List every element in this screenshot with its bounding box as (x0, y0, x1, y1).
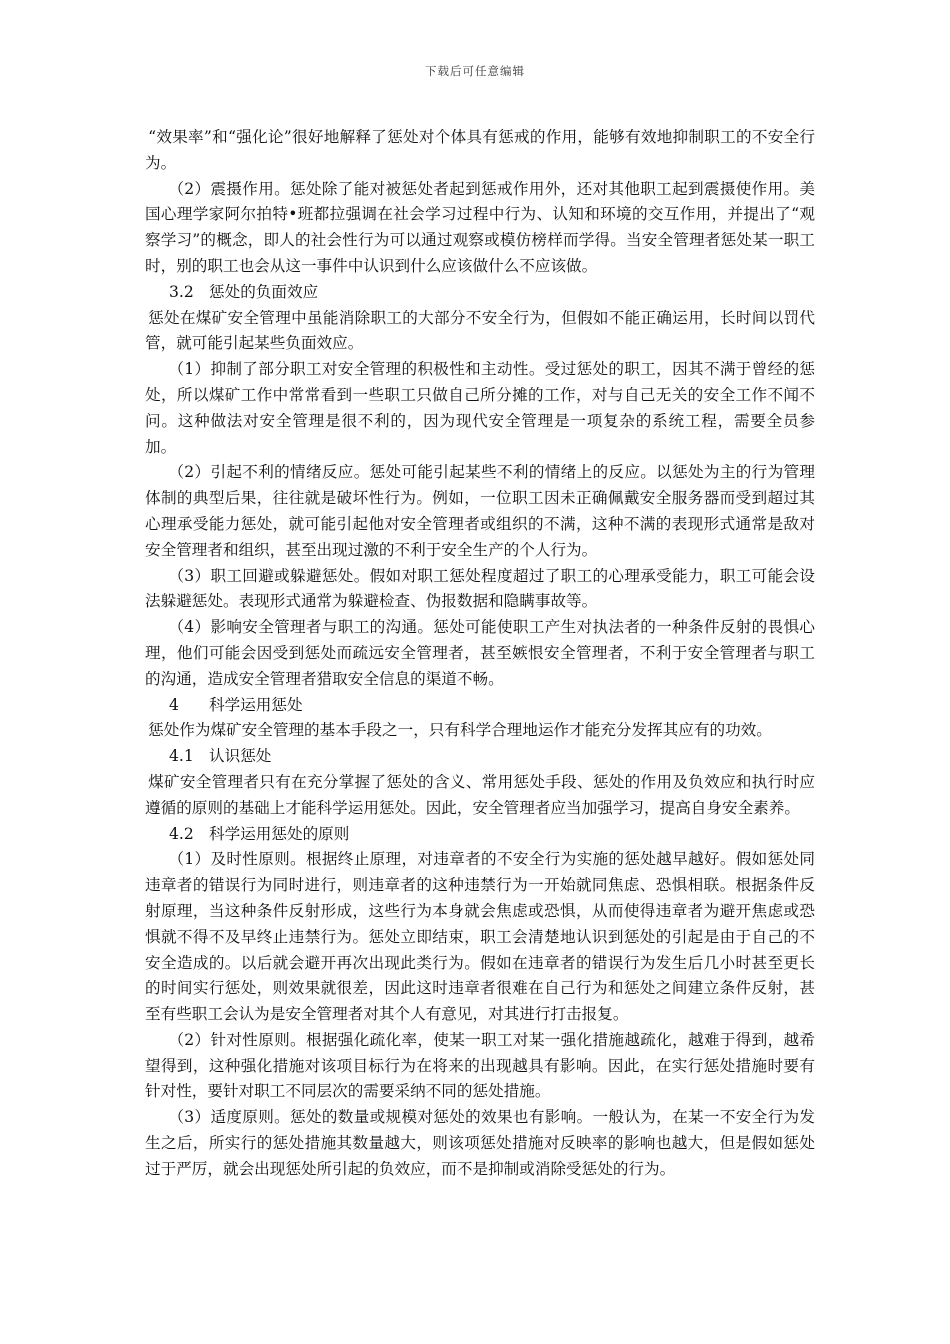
paragraph-negative-effects: 惩处在煤矿安全管理中虽能消除职工的大部分不安全行为，但假如不能正确运用，长时间以罚代管，就可能引起某些负面效应。 (145, 308, 815, 353)
paragraph-effect-3: （3）职工回避或躲避惩处。假如对职工惩处程度超过了职工的心理承受能力，职工可能会设法躲避惩处。表现形式通常为躲避检查、伪报数据和隐瞒事故等。 (145, 566, 815, 611)
section-number: 3.2 (169, 282, 194, 301)
section-number: 4.1 (169, 747, 194, 766)
paragraph-effect-2: （2）引起不利的情绪反应。惩处可能引起某些不利的情绪上的反应。以惩处为主的行为管理体制的典型后果，往往就是破坏性行为。例如，一位职工因未正确佩戴安全服务器而受到超过其心理承受能力惩处，就可能引起他对安全管理者或组织的不满，这种不满的表现形式通常是敌对安全管理者和组织，甚至出现过激的不利于安全生产的个人行为。 (145, 463, 815, 559)
paragraph-principle-3: （3）适度原则。惩处的数量或规模对惩处的效果也有影响。一般认为，在某一不安全行为发生之后，所实行的惩处措施其数量越大，则该项惩处措施对反映率的影响也越大，但是假如惩处过于严厉，就会出现惩处所引起的负效应，而不是抑制或消除受惩处的行为。 (145, 1108, 815, 1178)
section-heading-3-2 (145, 280, 815, 306)
paragraph-understanding: 煤矿安全管理者只有在充分掌握了惩处的含义、常用惩处手段、惩处的作用及负效应和执行时应遵循的原则的基础上才能科学运用惩处。因此，安全管理者应当加强学习，提高自身安全素养。 (145, 772, 815, 817)
paragraph-effect-1: （1）抑制了部分职工对安全管理的积极性和主动性。受过惩处的职工，因其不满于曾经的惩处，所以煤矿工作中常常看到一些职工只做自己所分摊的工作，对与自己无关的安全工作不闻不问。这种做法对安全管理是很不利的，因为现代安全管理是一项复杂的系统工程，需要全员参加。 (145, 360, 815, 456)
paragraph-intro: “效果率”和“强化论”很好地解释了惩处对个体具有惩戒的作用，能够有效地抑制职工的不安全行为。 (145, 128, 815, 172)
section-title: 认识惩处 (209, 747, 272, 766)
section-heading-4 (145, 693, 815, 719)
section-title: 科学运用惩处的原则 (209, 824, 350, 843)
section-title: 科学运用惩处 (209, 695, 303, 714)
paragraph-deterrence: （2）震摄作用。惩处除了能对被惩处者起到惩戒作用外，还对其他职工起到震摄使作用。美国心理学家阿尔拍特•班都拉强调在社会学习过程中行为、认知和环境的交互作用，并提出了“观察学习”的概念，即人的社会性行为可以通过观察或模仿榜样而学得。当安全管理者惩处某一职工时，别的职工也会从这一事件中认识到什么应该做什么不应该做。 (145, 179, 815, 275)
section-heading-4-2 (145, 822, 815, 848)
section-number: 4 (169, 695, 179, 714)
paragraph-scientific-use: 惩处作为煤矿安全管理的基本手段之一，只有科学合理地运作才能充分发挥其应有的功效。 (148, 721, 772, 740)
section-heading-4-1 (145, 744, 815, 770)
section-title: 惩处的负面效应 (209, 282, 319, 301)
page-header: 下载后可任意编辑 (425, 64, 525, 78)
paragraph-effect-4: （4）影响安全管理者与职工的沟通。惩处可能使职工产生对执法者的一种条件反射的畏惧心理，他们可能会因受到惩处而疏远安全管理者，甚至嫉恨安全管理者，不利于安全管理者与职工的沟通，造成安全管理者猎取安全信息的渠道不畅。 (145, 618, 815, 688)
paragraph-principle-2: （2）针对性原则。根据强化疏化率，使某一职工对某一强化措施越疏化，越难于得到，越希望得到，这种强化措施对该项目标行为在将来的出现越具有影响。因此，在实行惩处措施时要有针对性，要针对职工不同层次的需要采纳不同的惩处措施。 (145, 1030, 815, 1101)
section-number: 4.2 (169, 824, 194, 843)
paragraph-principle-1: （1）及时性原则。根据终止原理，对违章者的不安全行为实施的惩处越早越好。假如惩处同违章者的错误行为同时进行，则违章者的这种违禁行为一开始就同焦虑、恐惧相联。根据条件反射原理，当这种条件反射形成，这些行为本身就会焦虑或恐惧，从而使得违章者为避开焦虑或恐惧就不得不及早终止违禁行为。惩处立即结束，职工会清楚地认识到惩处的引起是由于自己的不安全造成的。以后就会避开再次出现此类行为。假如在违章者的错误行为发生后几小时甚至更长的时间实行惩处，则效果就很差，因此这时违章者很难在自己行为和惩处之间建立条件反射，甚至有些职工会认为是安全管理者对其个人有意见，对其进行打击报复。 (145, 850, 815, 1024)
document-body (145, 125, 815, 1183)
